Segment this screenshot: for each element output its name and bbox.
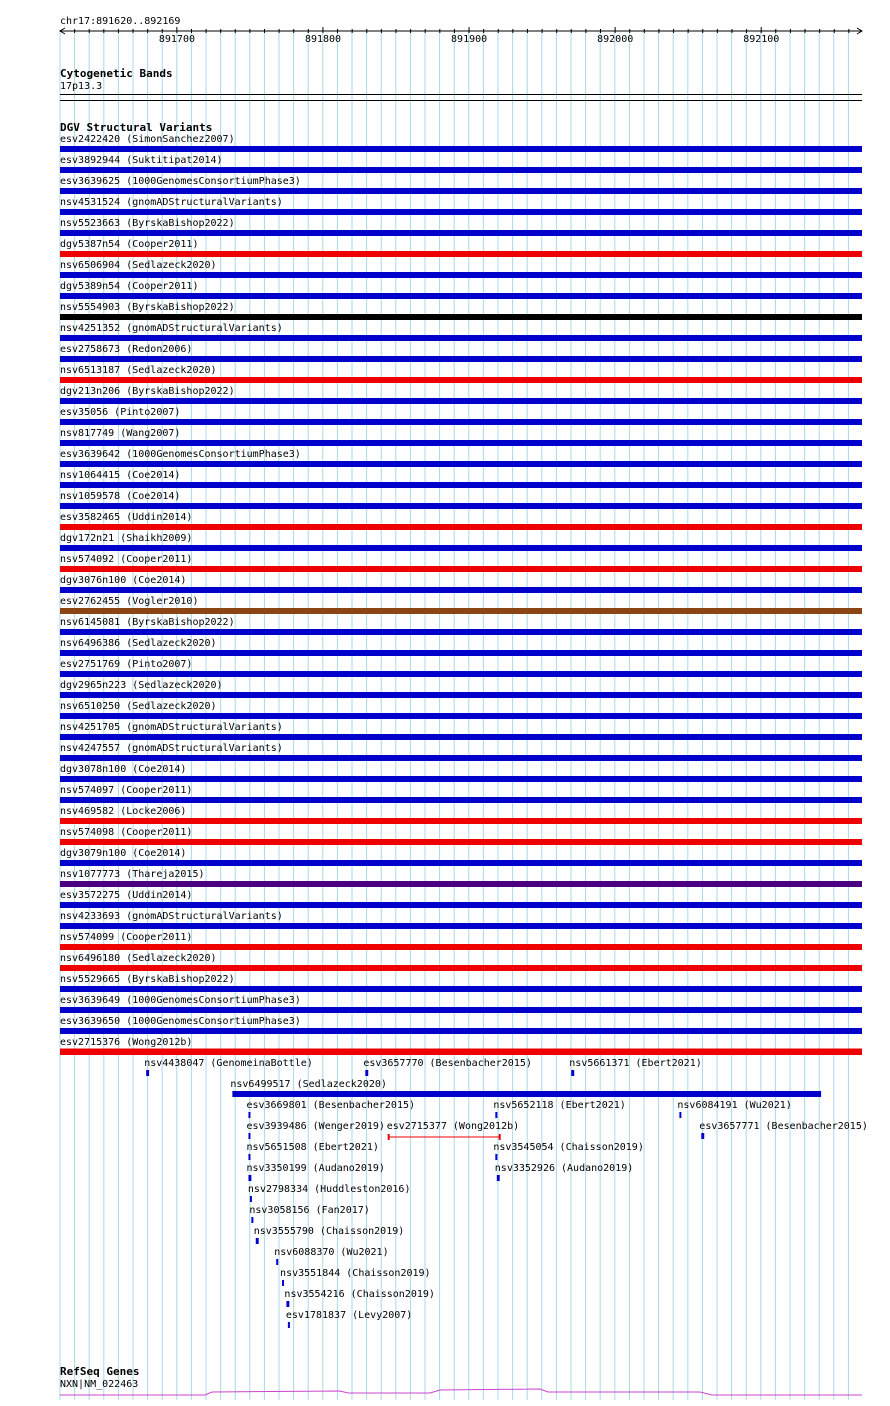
dgv-partial-label[interactable]: nsv3058156 (Fan2017) [249,1205,370,1216]
dgv-partial-label[interactable]: nsv3554216 (Chaisson2019) [284,1289,435,1300]
dgv-feature-label[interactable]: nsv4251705 (gnomADStructuralVariants) [60,722,283,733]
dgv-feature-label[interactable]: esv35056 (Pinto2007) [60,407,181,418]
dgv-feature-label[interactable]: nsv574099 (Cooper2011) [60,932,193,943]
dgv-feature-bar[interactable] [60,902,862,908]
dgv-feature-label[interactable]: dgv5387n54 (Cooper2011) [60,239,199,250]
dgv-feature-label[interactable]: dgv2965n223 (Sedlazeck2020) [60,680,223,691]
dgv-feature-bar[interactable] [60,1028,862,1034]
ruler-tick-label: 892100 [743,34,780,45]
dgv-feature-bar[interactable] [60,293,862,299]
dgv-feature-bar[interactable] [60,776,862,782]
dgv-partial-label[interactable]: esv3669801 (Besenbacher2015) [246,1100,416,1111]
dgv-feature-bar[interactable] [248,1154,250,1160]
cytobands-title: Cytogenetic Bands [60,67,173,80]
dgv-feature-label[interactable]: dgv3079n100 (Coe2014) [60,848,187,859]
dgv-feature-bar[interactable] [365,1070,368,1076]
dgv-feature-bar[interactable] [60,566,862,572]
dgv-partial-label[interactable]: esv1781837 (Levy2007) [285,1310,413,1321]
dgv-feature-bar[interactable] [146,1070,149,1076]
dgv-feature-bar[interactable] [60,419,862,425]
dgv-feature-label[interactable]: nsv5529665 (ByrskaBishop2022) [60,974,235,985]
dgv-partial-label[interactable]: nsv3352926 (Audano2019) [494,1163,634,1174]
dgv-feature-bar[interactable] [232,1091,821,1097]
dgv-feature-label[interactable]: nsv574097 (Cooper2011) [60,785,193,796]
dgv-partial-label[interactable]: nsv6084191 (Wu2021) [677,1100,792,1111]
dgv-feature-bar[interactable] [248,1112,250,1118]
dgv-feature-bar[interactable] [60,188,862,194]
dgv-feature-label[interactable]: nsv4233693 (gnomADStructuralVariants) [60,911,283,922]
dgv-feature-label[interactable]: nsv6510250 (Sedlazeck2020) [60,701,217,712]
dgv-partial-label[interactable]: nsv2798334 (Huddleston2016) [247,1184,411,1195]
dgv-feature-label[interactable]: nsv6496180 (Sedlazeck2020) [60,953,217,964]
dgv-partial-label[interactable]: nsv3551844 (Chaisson2019) [280,1268,431,1279]
dgv-feature-bar[interactable] [60,461,862,467]
dgv-feature-bar[interactable] [60,440,862,446]
dgv-partial-label[interactable]: nsv5651508 (Ebert2021) [246,1142,379,1153]
dgv-feature-bar[interactable] [679,1112,681,1118]
dgv-feature-bar[interactable] [282,1280,284,1286]
dgv-feature-bar[interactable] [60,755,862,761]
dgv-feature-bar[interactable] [571,1070,574,1076]
dgv-title: DGV Structural Variants [60,121,213,134]
dgv-feature-label[interactable]: dgv213n206 (ByrskaBishop2022) [60,386,235,397]
dgv-feature-bar[interactable] [248,1133,250,1139]
dgv-feature-bar[interactable] [250,1196,252,1202]
dgv-feature-label[interactable]: dgv3078n100 (Coe2014) [60,764,187,775]
refseq-gene-track[interactable] [0,1385,890,1400]
dgv-feature-label[interactable]: nsv5554903 (ByrskaBishop2022) [60,302,235,313]
dgv-feature-bar[interactable] [60,587,862,593]
dgv-feature-bar[interactable] [701,1133,704,1139]
dgv-feature-bar[interactable] [60,1049,862,1055]
dgv-partial-label[interactable]: esv3657771 (Besenbacher2015) [699,1121,868,1132]
dgv-feature-bar[interactable] [60,524,862,530]
dgv-feature-bar[interactable] [288,1322,290,1328]
ruler-tick-label: 891900 [451,34,488,45]
dgv-feature-label[interactable]: esv3639649 (1000GenomesConsortiumPhase3) [60,995,301,1006]
dgv-feature-label[interactable]: nsv574098 (Cooper2011) [60,827,193,838]
dgv-feature-bar[interactable] [60,839,862,845]
dgv-partial-label[interactable]: nsv3555790 (Chaisson2019) [253,1226,405,1237]
dgv-feature-bar[interactable] [497,1175,500,1181]
dgv-partial-label[interactable]: nsv3545054 (Chaisson2019) [493,1142,644,1153]
dgv-feature-bar[interactable] [251,1217,253,1223]
dgv-feature-label[interactable]: esv2715376 (Wong2012b) [60,1037,193,1048]
dgv-feature-bar[interactable] [495,1112,497,1118]
dgv-feature-label[interactable]: esv3639625 (1000GenomesConsortiumPhase3) [60,176,301,187]
dgv-feature-label[interactable]: esv2758673 (Redon2006) [60,344,193,355]
dgv-feature-bar[interactable] [60,272,862,278]
dgv-partial-label[interactable]: nsv6088370 (Wu2021) [274,1247,389,1258]
dgv-feature-label[interactable]: nsv4247557 (gnomADStructuralVariants) [60,743,283,754]
dgv-feature-label[interactable]: nsv5523663 (ByrskaBishop2022) [60,218,235,229]
dgv-feature-label[interactable]: nsv6145081 (ByrskaBishop2022) [60,617,235,628]
dgv-partial-label[interactable]: esv3657770 (Besenbacher2015) [363,1058,532,1069]
dgv-feature-bar[interactable] [60,608,862,614]
dgv-feature-bar[interactable] [60,398,862,404]
dgv-feature-label[interactable]: esv3639650 (1000GenomesConsortiumPhase3) [60,1016,301,1027]
dgv-feature-bar[interactable] [60,314,862,320]
dgv-feature-label[interactable]: nsv1059578 (Coe2014) [60,491,181,502]
dgv-feature-bar[interactable] [60,146,862,152]
dgv-feature-bar[interactable] [60,650,862,656]
dgv-feature-bar[interactable] [60,965,862,971]
dgv-feature-bar[interactable] [60,545,862,551]
refseq-title: RefSeq Genes [60,1365,140,1378]
dgv-feature-bar[interactable] [60,1007,862,1013]
dgv-feature-bar[interactable] [60,881,862,887]
dgv-feature-bar[interactable] [60,209,862,215]
dgv-feature-label[interactable]: nsv1064415 (Coe2014) [60,470,181,481]
dgv-feature-label[interactable]: esv2422420 (SimonSanchez2007) [60,134,235,145]
dgv-feature-bar[interactable] [60,734,862,740]
dgv-partial-label[interactable]: nsv4438047 (GenomeinaBottle) [144,1058,313,1069]
region-label: chr17:891620..892169 [60,16,181,27]
ruler-tick-label: 891800 [304,34,342,45]
dgv-partial-label[interactable]: nsv5652118 (Ebert2021) [493,1100,626,1111]
dgv-feature-label[interactable]: esv2762455 (Vogler2010) [60,596,199,607]
dgv-feature-bar[interactable] [60,860,862,866]
dgv-feature-label[interactable]: nsv574092 (Cooper2011) [60,554,193,565]
dgv-feature-label[interactable]: esv3582465 (Uddin2014) [60,512,193,523]
dgv-feature-bar[interactable] [60,797,862,803]
dgv-feature-bar[interactable] [60,356,862,362]
dgv-feature-label[interactable]: nsv4531524 (gnomADStructuralVariants) [60,197,283,208]
dgv-feature-bar[interactable] [60,230,862,236]
dgv-partial-label[interactable]: nsv5661371 (Ebert2021) [569,1058,702,1069]
dgv-partial-label[interactable]: esv3939486 (Wenger2019) [246,1121,385,1132]
dgv-feature-label[interactable]: esv3639642 (1000GenomesConsortiumPhase3) [60,449,301,460]
dgv-feature-label[interactable]: nsv6513187 (Sedlazeck2020) [60,365,217,376]
dgv-feature-bar[interactable] [60,944,862,950]
cytoband-name: 17p13.3 [60,81,103,92]
dgv-feature-bar[interactable] [60,377,862,383]
dgv-feature-bar[interactable] [60,713,862,719]
dgv-feature-bar[interactable] [60,503,862,509]
ruler-tick-label: 891700 [158,34,195,45]
dgv-feature-label[interactable]: esv3572275 (Uddin2014) [60,890,193,901]
dgv-feature-bar[interactable] [248,1175,251,1181]
dgv-feature-bar[interactable] [256,1238,259,1244]
dgv-feature-label[interactable]: nsv1077773 (Thareja2015) [60,869,205,880]
dgv-feature-label[interactable]: esv2751769 (Pinto2007) [60,659,193,670]
dgv-feature-label[interactable]: nsv6496386 (Sedlazeck2020) [60,638,217,649]
dgv-feature-label[interactable]: nsv4251352 (gnomADStructuralVariants) [60,323,283,334]
dgv-feature-label[interactable]: nsv469582 (Locke2006) [60,806,187,817]
dgv-feature-label[interactable]: esv3892944 (Suktitipat2014) [60,155,223,166]
dgv-feature-bar[interactable] [60,335,862,341]
dgv-feature-bar[interactable] [60,986,862,992]
dgv-partial-label[interactable]: nsv3350199 (Audano2019) [246,1163,385,1174]
dgv-partial-label[interactable]: nsv6499517 (Sedlazeck2020) [230,1079,387,1090]
dgv-feature-bar[interactable] [276,1259,278,1265]
dgv-feature-label[interactable]: dgv5389n54 (Cooper2011) [60,281,199,292]
dgv-feature-bar[interactable] [495,1154,497,1160]
dgv-feature-label[interactable]: dgv3076n100 (Coe2014) [60,575,187,586]
dgv-feature-label[interactable]: nsv6506904 (Sedlazeck2020) [60,260,217,271]
dgv-feature-bar[interactable] [60,818,862,824]
refseq-gene-name[interactable]: NXN|NM_022463 [60,1379,139,1390]
dgv-feature-bar[interactable] [60,692,862,698]
dgv-feature-bar[interactable] [60,167,862,173]
dgv-feature-label[interactable]: dgv172n21 (Shaikh2009) [60,533,193,544]
dgv-feature-bar[interactable] [60,251,862,257]
dgv-feature-label[interactable]: nsv817749 (Wang2007) [60,428,181,439]
dgv-feature-bar[interactable] [60,923,862,929]
refseq-gene-line [60,1389,862,1395]
dgv-partial-label[interactable]: esv2715377 (Wong2012b) [386,1121,520,1132]
dgv-feature-bar[interactable] [60,482,862,488]
dgv-feature-bar[interactable] [60,629,862,635]
dgv-feature-bar[interactable] [60,671,862,677]
dgv-feature-bar[interactable] [286,1301,289,1307]
ruler-tick-label: 892000 [597,34,634,45]
